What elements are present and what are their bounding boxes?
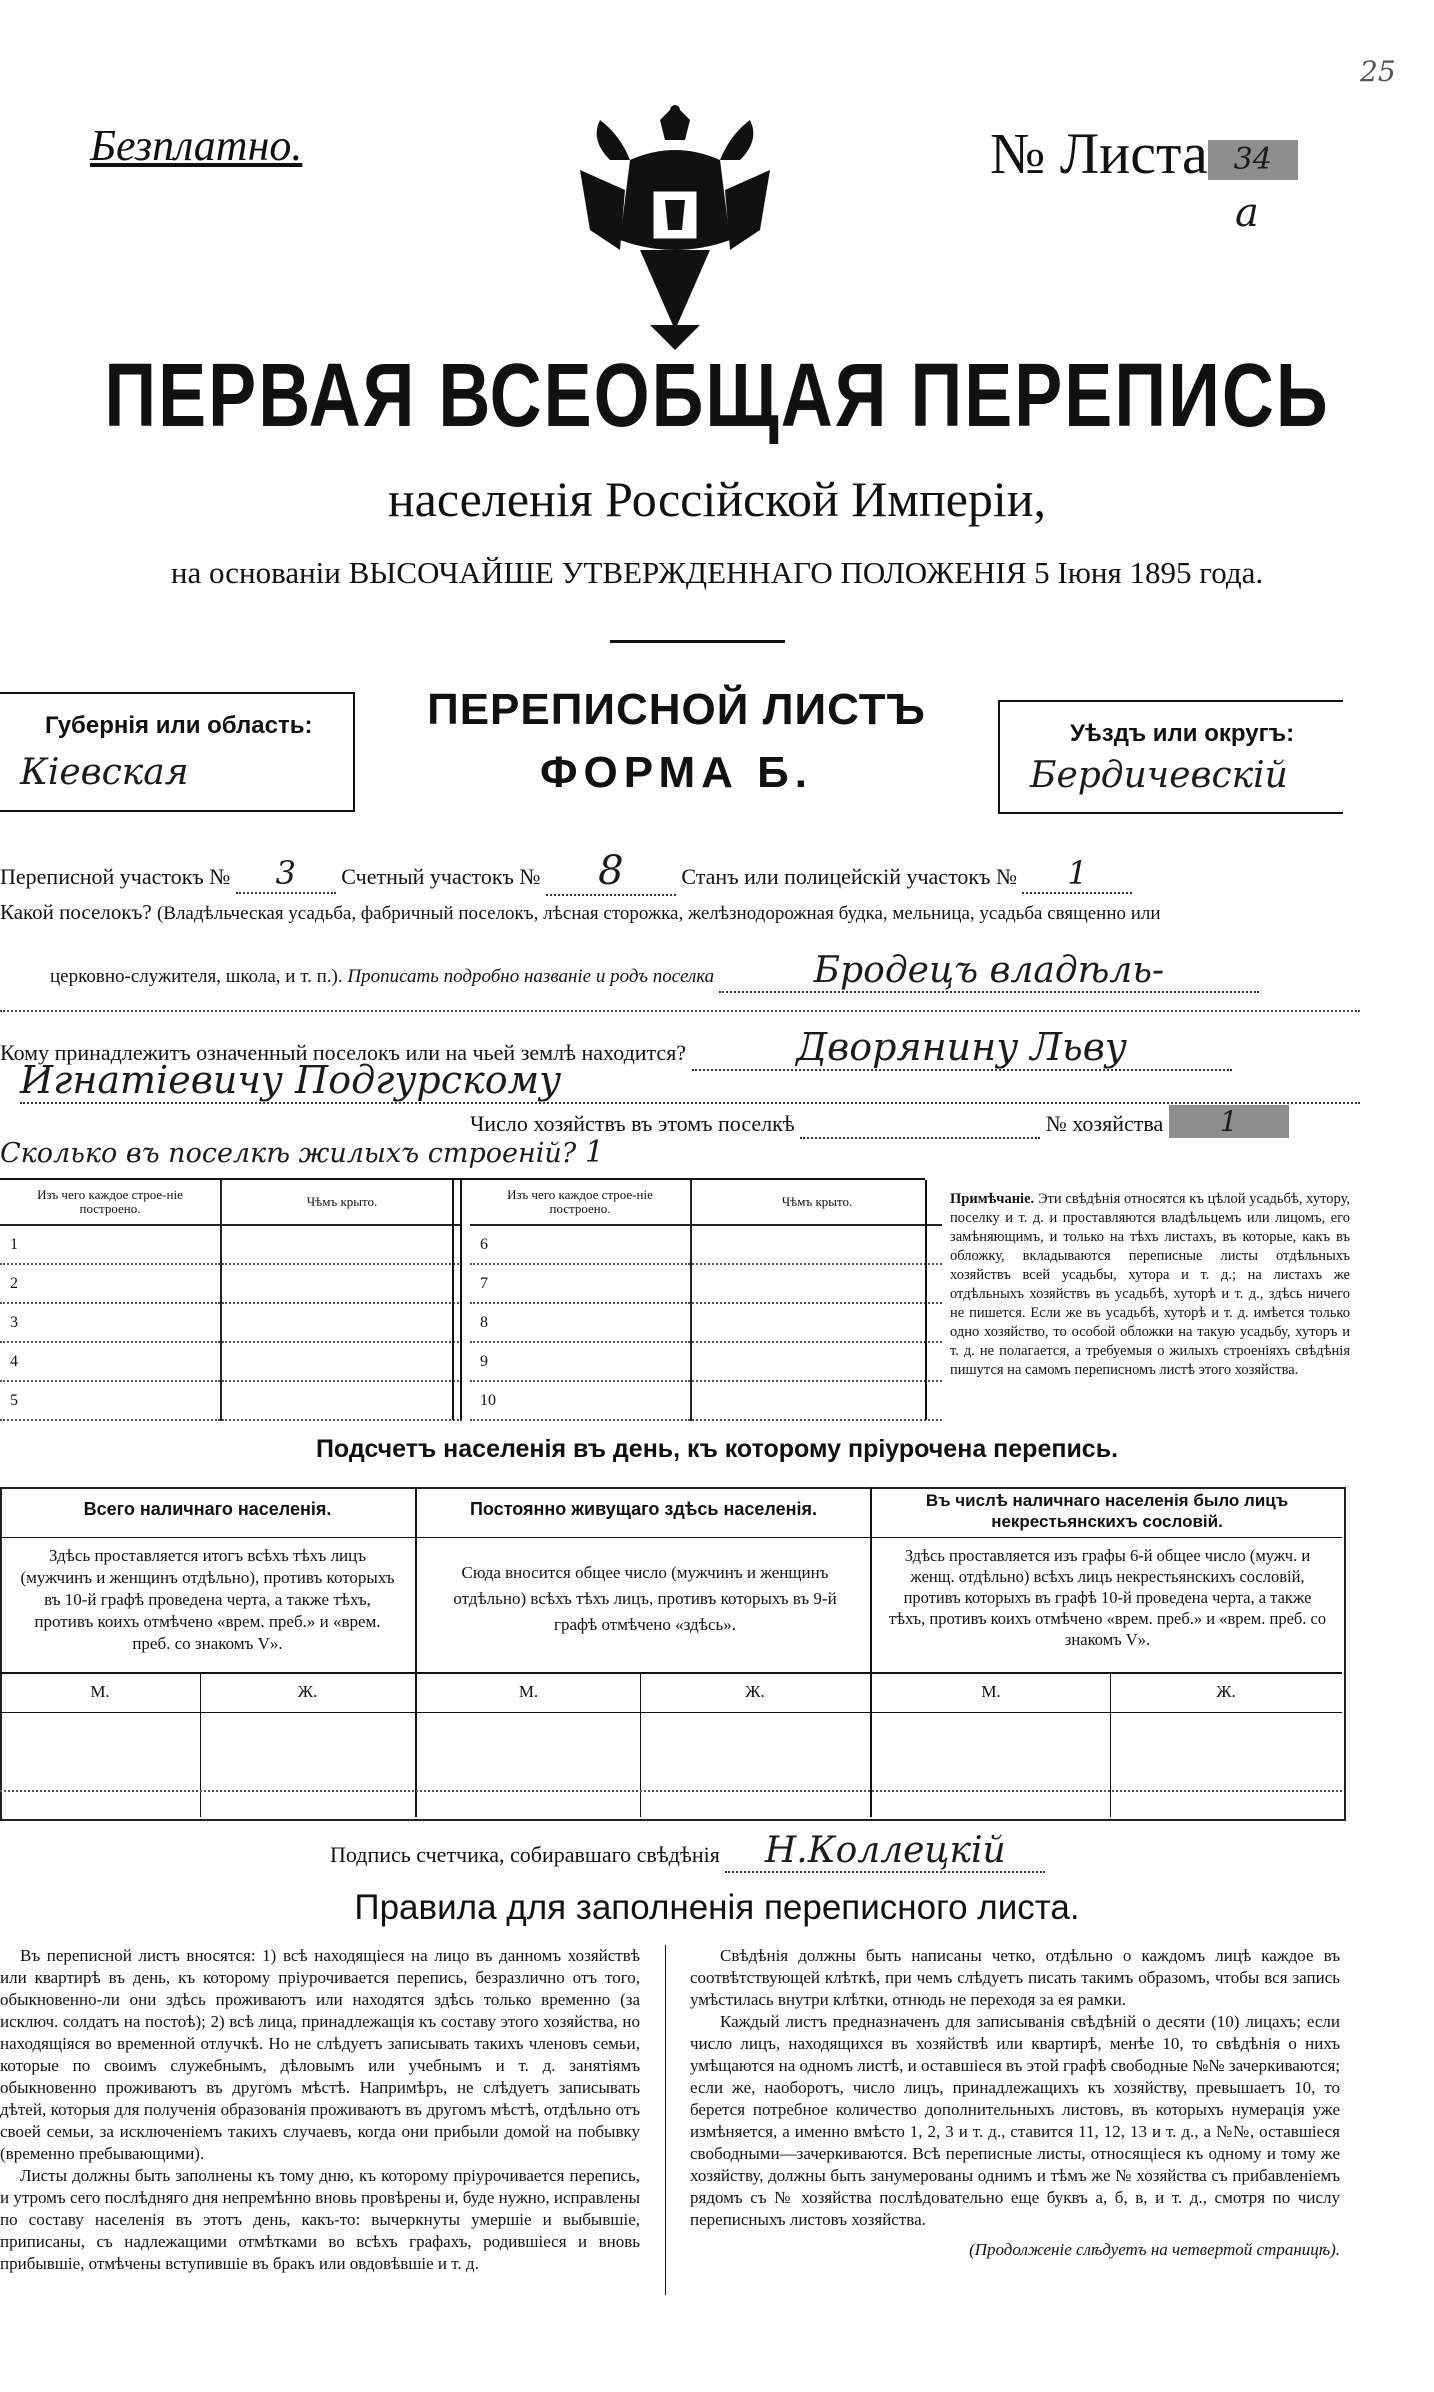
count-dots <box>0 1790 1342 1792</box>
table-row: 5 <box>0 1381 462 1420</box>
buildings-double-rule-a <box>452 1180 454 1420</box>
free-label: Безплатно. <box>90 121 303 170</box>
form-subtitle: ФОРМА Б. <box>539 748 814 797</box>
table-row: 4 <box>0 1342 462 1381</box>
buildings-right-rule <box>925 1180 927 1420</box>
table-row: 10 <box>470 1381 942 1420</box>
count-col1-head: Всего наличнаго населенія. <box>83 1499 332 1519</box>
form-box-bottom-left <box>0 810 355 812</box>
signature-row: Подпись счетчика, собиравшаго свѣдѣнія Н.Коллецкій <box>330 1830 1045 1873</box>
census-area-row: Переписной участокъ № 3 Счетный участокъ № 8 Станъ или полицейскій участокъ № 1 <box>0 848 1132 896</box>
rules-left-column <box>0 1945 640 2275</box>
table-row: 9 <box>470 1342 942 1381</box>
form-box-top-left <box>0 692 355 694</box>
count-body-rule <box>0 1672 1342 1674</box>
household-number-value: 1 <box>1169 1105 1289 1138</box>
table-row: 2 <box>0 1264 462 1303</box>
district-value: Бердичевскій <box>1030 755 1288 796</box>
rules-left-p2: Листы должны быть заполнены къ тому дню, къ которому пріурочивается перепись, и утромъ сего послѣдняго дня непремѣнно вновь провѣрены и, буде нужно, исправлены по составу населенія въ этотъ день, какъ-то: вычеркнуты умершіе и выбывшіе, приписаны, съ надлежащими отмѣтками во всѣхъ графахъ, родившіеся и вновь прибывшіе, отмѣчены вступившіе въ бракъ или овдовѣвшіе и т. д. <box>0 2166 640 2273</box>
sheet-letter: а <box>1235 190 1259 236</box>
settlement-dots <box>0 1010 1360 1012</box>
table-row: 7 <box>470 1264 942 1303</box>
settlement-value: Бродецъ владѣль- <box>719 950 1259 993</box>
form-box-top-right <box>998 700 1343 702</box>
rules-title: Правила для заполненія переписного листа. <box>354 1888 1080 1927</box>
title-rule <box>610 640 785 643</box>
owner-value-2: Игнатіевичу Подгурскому <box>20 1058 1360 1104</box>
dwellings-row: Сколько въ поселкѣ жилыхъ строеній? 1 <box>0 1135 604 1170</box>
buildings-table-left: Изъ чего каждое строе-ніе построено. Чѣмъ крыто. 1 2 3 4 5 <box>0 1180 462 1421</box>
form-box-divider-right <box>998 700 1000 814</box>
census-area-value: 3 <box>236 854 336 894</box>
corner-mark: 25 <box>1360 55 1396 88</box>
count-col3-head: Въ числѣ наличнаго населенія было лицъ некрестьянскихъ сословій. <box>925 1491 1289 1531</box>
sheet-number-label: № Листа 34 <box>990 120 1298 187</box>
double-headed-eagle-emblem <box>570 100 780 350</box>
form-box-bottom-right <box>998 812 1343 814</box>
owner-value-1: Дворянину Льву <box>692 1025 1232 1071</box>
rules-continued: (Продолженіе слѣдуетъ на четвертой страницѣ). <box>969 2240 1340 2259</box>
count-head-rule <box>0 1537 1342 1538</box>
count-col2-head: Постоянно живущаго здѣсь населенія. <box>469 1499 817 1519</box>
table-row: 8 <box>470 1303 942 1342</box>
form-title: ПЕРЕПИСНОЙ ЛИСТЪ <box>427 685 926 734</box>
buildings-note: Примѣчаніе. Эти свѣдѣнія относятся къ цѣлой усадьбѣ, хутору, поселку и т. д. и проставляются владѣльцемъ или лицомъ, его замѣняющимъ, и только на тѣхъ листахъ, въ которые, какъ въ обложку, вкладываются переписные листы отдѣльныхъ хозяйствъ всей усадьбы, хутора и т. д.; на листахъ же отдѣльныхъ хозяйствъ въ усадьбѣ, хуторѣ и т. д., здѣсь ничего не пишется. Если же въ усадьбѣ, хуторѣ и т. д. имѣется только одно хозяйство, то особой обложки на такую усадьбу, хуторъ и т. д. не полагается, а требуемыя о жилыхъ строеніяхъ свѣдѣнія пишутся на самомъ переписномъ листѣ этого хозяйства. <box>950 1191 1351 1378</box>
title-basis: на основаніи ВЫСОЧАЙШЕ УТВЕРЖДЕННАГО ПОЛОЖЕНІЯ 5 Іюня 1895 года. <box>170 555 1264 590</box>
count-f-label-2: Ж. <box>745 1682 765 1701</box>
count-title: Подсчетъ населенія въ день, къ которому пріурочена перепись. <box>315 1435 1119 1463</box>
province-value: Кіевская <box>20 752 189 793</box>
sheet-number-value: 34 <box>1208 140 1298 180</box>
title-sub: населенія Россійской Имперіи, <box>387 471 1047 527</box>
table-row: 1 <box>0 1225 462 1264</box>
count-area-value: 8 <box>546 848 676 896</box>
count-f-label-1: Ж. <box>297 1682 318 1701</box>
title-main: ПЕРВАЯ ВСЕОБЩАЯ ПЕРЕПИСЬ <box>104 346 1330 446</box>
owner-row: Кому принадлежитъ означенный поселокъ или на чьей землѣ находится? Дворянину Льву <box>0 1025 1232 1071</box>
settlement-row-2: церковно-служителя, школа, и т. п.). Прописать подробно названіе и родъ поселка Бродецъ владѣль- <box>50 950 1259 993</box>
buildings-double-rule-b <box>460 1180 462 1420</box>
count-m-label-1: М. <box>90 1682 110 1701</box>
dwellings-value: 1 <box>584 1135 604 1170</box>
rules-column-divider <box>665 1945 666 2295</box>
rules-left-p1: Въ переписной листъ вносятся: 1) всѣ находящіеся на лицо въ данномъ хозяйствѣ или квартирѣ въ день, къ которому пріурочивается перепись, безразлично отъ того, обыкновенно-ли они здѣсь проживаютъ или находятся здѣсь только временно (за исключ. солдатъ на постоѣ); 2) всѣ лица, принадлежащія къ составу этого хозяйства, но находящіяся во временной отлучкѣ. Но не слѣдуетъ записывать такихъ членовъ семьи, которые по своимъ служебнымъ, дѣловымъ или учебнымъ и т. д. занятіямъ обыкновенно проживаютъ въ другомъ мѣстѣ. Напримѣръ, не слѣдуетъ записывать дѣтей, которыя для полученія образованія проживаютъ въ другомъ мѣстѣ, отдѣльно отъ своей семьи, за исключеніемъ такихъ случаевъ, когда они прибыли домой на побывку (временно пребывающими). <box>0 1946 640 2163</box>
count-f-label-3: Ж. <box>1216 1682 1236 1701</box>
buildings-table-right: Изъ чего каждое строе-ніе построено. Чѣмъ крыто. 6 7 8 9 10 <box>470 1180 942 1421</box>
count-col3-body: Здѣсь проставляется изъ графы 6-й общее число (мужч. и женщ. отдѣльно) всѣхъ лицъ некрестьянскихъ сословій, противъ которыхъ въ графѣ 10-й проведена черта, а также тѣхъ, противъ коихъ отмѣчено «врем. преб.» и «врем. преб. со знакомъ V». <box>888 1546 1327 1649</box>
rules-right-column <box>690 1945 1340 2261</box>
count-m-label-3: М. <box>981 1682 1001 1701</box>
province-label: Губернія или область: <box>45 712 313 739</box>
count-col1-body: Здѣсь проставляется итогъ всѣхъ тѣхъ лицъ (мужчинъ и женщинъ отдѣльно), противъ которыхъ въ 10-й графѣ проведена черта, а также тѣхъ, противъ коихъ отмѣчено «врем. преб.» и «врем. преб. со знакомъ V». <box>20 1546 395 1653</box>
count-col2-body: Сюда вносится общее число (мужчинъ и женщинъ отдѣльно) всѣхъ тѣхъ лицъ, противъ которыхъ въ 9-й графѣ отмѣчено «здѣсь». <box>453 1563 837 1634</box>
count-mf-rule <box>0 1712 1342 1713</box>
rules-right-p2: Каждый листъ предназначенъ для записыванія свѣдѣній о десяти (10) лицахъ; если число лицъ, находящихся въ хозяйствѣ или квартирѣ, менѣе 10, то свѣдѣнія о нихъ умѣщаются на одномъ листѣ, и оставшіеся въ этой графѣ свободные №№ зачеркиваются; если же, наоборотъ, число лицъ, принадлежащихъ къ хозяйству, превышаетъ 10, то берется потребное количество дополнительныхъ листовъ, въ которыхъ нумерація уже измѣняется, а именно вмѣсто 1, 2, 3 и т. д., ставится 11, 12, 13 и т. д., а №№, оставшіеся свободными—зачеркиваются. Всѣ переписные листы, относящіеся къ одному и тому же хозяйству, должны быть занумерованы однимъ и тѣмъ же № хозяйства съ прибавленіемъ рядомъ съ № хозяйства послѣдовательно еще буквъ а, б, в, и т. д., смотря по числу переписныхъ листовъ хозяйства. <box>690 2012 1340 2229</box>
table-row: 3 <box>0 1303 462 1342</box>
signature-value: Н.Коллецкій <box>725 1830 1045 1873</box>
police-area-value: 1 <box>1022 854 1132 894</box>
table-row: 6 <box>470 1225 942 1264</box>
district-label: Уѣздъ или округъ: <box>1070 720 1295 747</box>
count-m-label-2: М. <box>518 1682 539 1701</box>
households-row: Число хозяйствъ въ этомъ поселкѣ № хозяйства 1 <box>470 1105 1289 1139</box>
settlement-row: Какой поселокъ? (Владѣльческая усадьба, фабричный поселокъ, лѣсная сторожка, желѣзнодорожная будка, мельница, усадьба священно или <box>0 900 1161 924</box>
rules-right-p1: Свѣдѣнія должны быть написаны четко, отдѣльно о каждомъ лицѣ каждое въ соотвѣтствующей клѣткѣ, при чемъ слѣдуетъ писать такимъ образомъ, чтобы вся запись умѣстилась внутри клѣтки, отнюдь не переходя за ея рамки. <box>690 1946 1340 2009</box>
